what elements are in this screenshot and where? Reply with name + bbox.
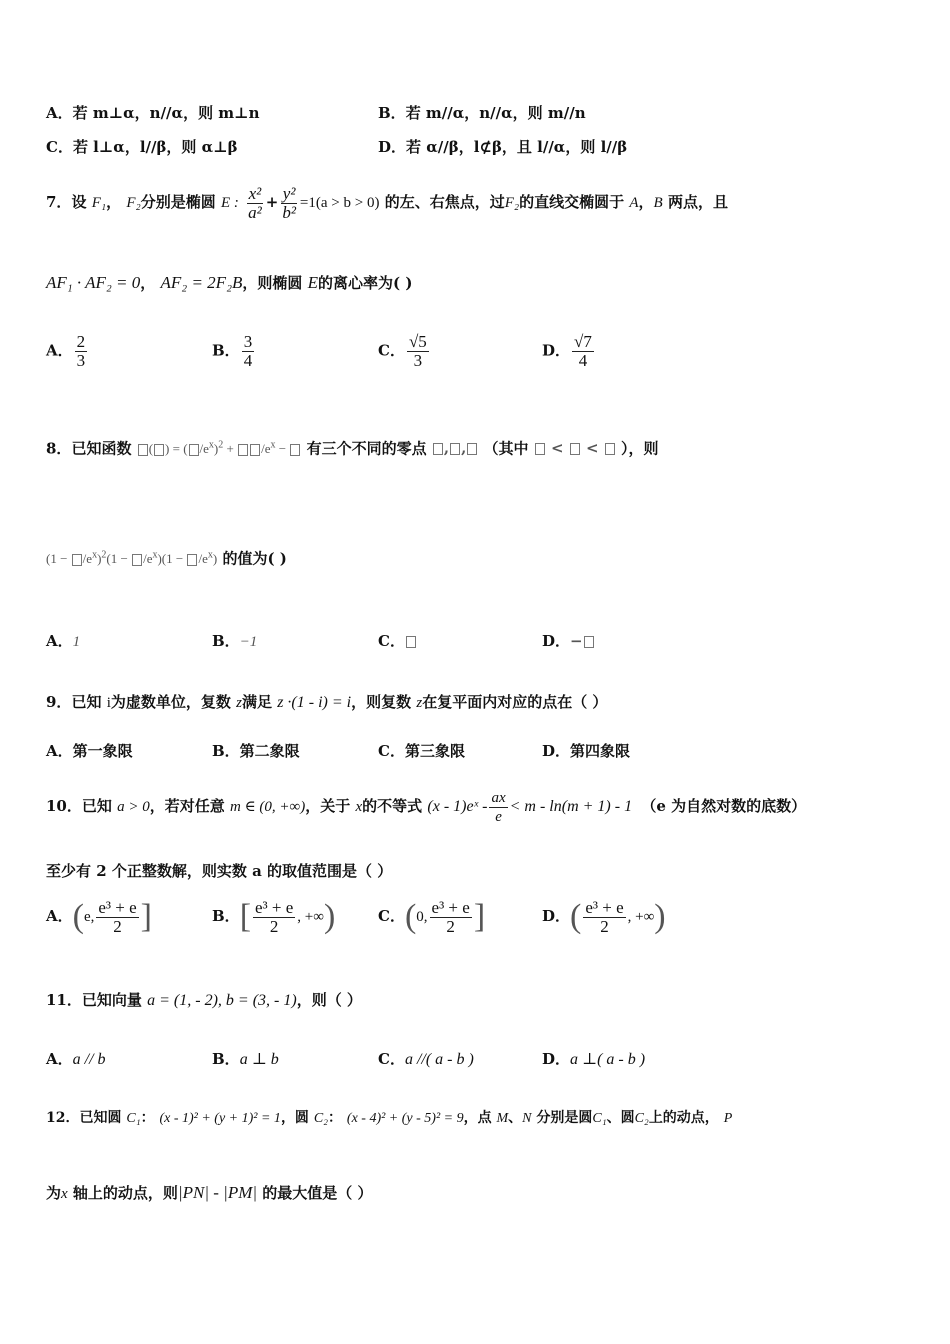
q9-option-d: D．第四象限 [542, 742, 631, 760]
q7-option-c: C． $\frac{√5}{3}$ [378, 332, 427, 370]
q8-option-d: D．− [542, 630, 595, 651]
q8-option-c-image [406, 636, 416, 648]
q6-option-d: D．若 α//β，l⊄β，且 l//α，则 l//β [378, 138, 628, 156]
q6-option-c: C．若 l⊥α，l//β，则 α⊥β [46, 138, 238, 156]
q7-option-a: A． $\frac{2}{3}$ [46, 332, 86, 370]
q8-option-a: A．1 [46, 632, 81, 650]
q10-option-c: C．(0, $\frac{\text{e³ + e}}{2}$ ] [378, 897, 486, 936]
q10-option-d: D．( $\frac{\text{e³ + e}}{2}$ , +∞) [542, 897, 666, 936]
q11-option-b: B．a ⊥ b [212, 1050, 279, 1068]
q11-option-c: C．a //( a - b ) [378, 1050, 474, 1068]
q7-option-b: B． $\frac{3}{4}$ [212, 332, 253, 370]
q10-option-a: A．(e, $\frac{\text{e³ + e}}{2}$ ] [46, 897, 152, 936]
q8-order-image: < < [534, 439, 616, 457]
q10-stem-line2: 至少有 2 个正整数解，则实数 a 的取值范围是（ ） [46, 862, 393, 880]
q7-stem-line1: 7．设 F₁， F₂分别是椭圆 E : $\frac{\text{x²}}{\text{a²}}$ + $\frac{\text{y²}}{\text{b²}}$ =1(a > b > 0) 的左、右焦点，过F₂的直线交椭圆于 A，B 两点，且 [46, 183, 728, 222]
q8-option-c: C． [378, 630, 417, 651]
q8-product-image: $(1 - /e^x)^2(1 - /e^x)(1 - /e^x)$ [46, 550, 218, 567]
q6-option-b: B．若 m//α，n//α，则 m//n [378, 104, 586, 122]
q9-option-a: A．第一象限 [46, 742, 133, 760]
q10-option-b: B．[ $\frac{\text{e³ + e}}{2}$ , +∞) [212, 897, 336, 936]
q11-stem: 11．已知向量 a = (1, - 2), b = (3, - 1)，则（ ） [46, 991, 362, 1009]
q11-option-a: A．a // b [46, 1050, 106, 1068]
q7-ellipse-x-fraction: $\frac{\text{x²}}{\text{a²}}$ [248, 183, 262, 222]
q11-option-d: D．a ⊥( a - b ) [542, 1050, 646, 1068]
q8-stem-line1: 8．已知函数 ( ) = ( $/e^x)^2 + /e^x$ − 有三个不同的零点 , , （其中 < < ），则 [46, 439, 659, 458]
q7-option-d: D． $\frac{√7}{4}$ [542, 332, 592, 370]
q6-option-a: A．若 m⊥α，n//α，则 m⊥n [46, 104, 260, 122]
q8-function-image: ( ) = ( $/e^x)^2 + /e^x$ − [137, 441, 302, 456]
q8-stem-line2: $(1 - /e^x)^2(1 - /e^x)(1 - /e^x)$ 的值为( ) [46, 549, 287, 568]
q8-option-d-image [584, 636, 594, 648]
q8-option-b: B．−1 [212, 632, 258, 650]
q7-ellipse-y-fraction: $\frac{\text{y²}}{\text{b²}}$ [282, 183, 296, 222]
q9-option-b: B．第二象限 [212, 742, 300, 760]
q10-stem-line1: 10．已知 a > 0，若对任意 m ∈ (0, +∞)，关于 x的不等式 (x - 1)eˣ - $\frac{ax}{e}$ < m - ln(m + 1) - 1 （e 为自然对数的底数） [46, 789, 807, 825]
q12-stem-line1: 12．已知圆 C₁： (x - 1)² + (y + 1)² = 1，圆 C₂： (x - 4)² + (y - 5)² = 9，点 M、N 分别是圆C₁、圆C₂上的动点， P [46, 1110, 733, 1126]
q9-stem: 9．已知 i为虚数单位，复数 z满足 z ·(1 - i) = i，则复数 z在复平面内对应的点在（ ） [46, 693, 608, 711]
q7-stem-line2: AF₁ · AF₂ = 0， AF₂ = 2F₂B，则椭圆 E的离心率为( ) [46, 273, 413, 292]
q12-stem-line2: 为x 轴上的动点，则|PN| - |PM| 的最大值是（ ） [46, 1183, 373, 1202]
q8-zeros-image: , , [432, 439, 478, 457]
q9-option-c: C．第三象限 [378, 742, 465, 760]
